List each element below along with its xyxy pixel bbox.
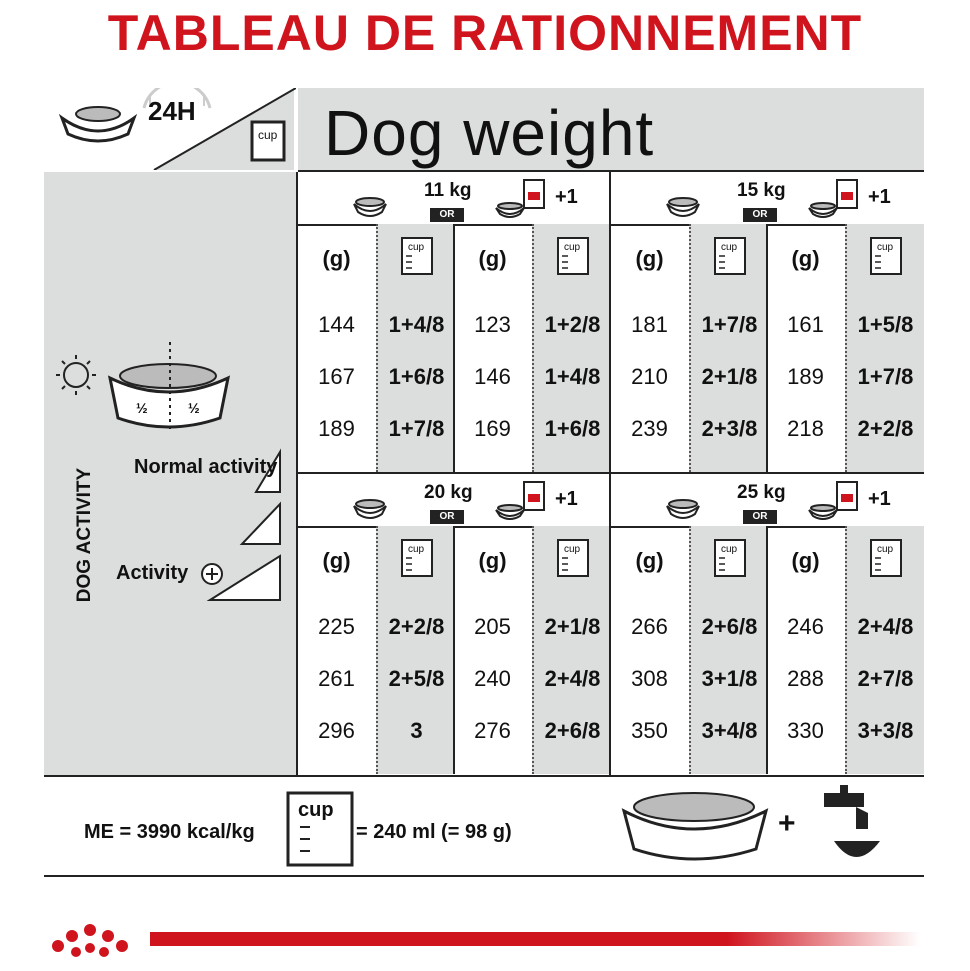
grams-cell: 189 (787, 364, 824, 389)
pair-divider (766, 224, 768, 472)
block-header (298, 172, 609, 226)
grams-header: (g) (478, 246, 507, 271)
grams-header: (g) (791, 548, 820, 573)
cup-header-label: cup (877, 242, 894, 253)
cup-cell: 3+4/8 (701, 718, 758, 743)
cup-header-label: cup (408, 544, 425, 555)
crown-logo-icon (40, 906, 160, 966)
or-badge: OR (430, 208, 464, 222)
cup-column (532, 224, 611, 472)
grams-cell: 144 (318, 312, 355, 337)
grams-cell: 261 (318, 666, 355, 691)
pair-divider (766, 526, 768, 774)
brand-stripe (150, 932, 920, 946)
cup-cell: 2+1/8 (701, 364, 758, 389)
grams-cell: 276 (474, 718, 511, 743)
plus-one-label: +1 (868, 186, 891, 208)
block-15kg (611, 172, 922, 472)
grams-header: (g) (478, 548, 507, 573)
grams-cell: 240 (474, 666, 511, 691)
cup-cell: 1+6/8 (388, 364, 445, 389)
pair-divider (453, 526, 455, 774)
weight-label: 15 kg (737, 180, 786, 201)
block-header (298, 474, 609, 528)
grams-cell: 167 (318, 364, 355, 389)
grams-column (767, 526, 844, 774)
ration-grid (298, 172, 924, 775)
grid-hdivider (298, 472, 924, 474)
cup-cell: 1+4/8 (544, 364, 601, 389)
grams-cell: 246 (787, 614, 824, 639)
sun-icon (64, 363, 88, 387)
cup-cell: 2+5/8 (388, 666, 445, 691)
grams-column (454, 224, 531, 472)
footer (44, 775, 924, 877)
cup-cell: 2+6/8 (701, 614, 758, 639)
grams-cell: 350 (631, 718, 668, 743)
grams-column (767, 224, 844, 472)
cup-column (845, 526, 924, 774)
cup-cell: 2+2/8 (857, 416, 914, 441)
cup-cell: 3+1/8 (701, 666, 758, 691)
weight-label: 20 kg (424, 482, 473, 503)
cup-cell: 2+7/8 (857, 666, 914, 691)
block-header (611, 172, 922, 226)
cup-column (376, 224, 455, 472)
grams-cell: 225 (318, 614, 355, 639)
cup-cell: 1+5/8 (857, 312, 914, 337)
plus-one-label: +1 (868, 488, 891, 510)
grams-cell: 239 (631, 416, 668, 441)
block-header (611, 474, 922, 528)
header-left (44, 88, 296, 170)
page-title: TABLEAU DE RATIONNEMENT (107, 5, 863, 61)
cup-header-label: cup (877, 544, 894, 555)
grams-column (611, 526, 688, 774)
grams-cell: 218 (787, 416, 824, 441)
cup-cell: 1+6/8 (544, 416, 601, 441)
cup-column (376, 526, 455, 774)
grams-column (611, 224, 688, 472)
footer-cup-label: cup (298, 799, 334, 821)
grams-cell: 205 (474, 614, 511, 639)
grams-cell: 161 (787, 312, 824, 337)
grams-header: (g) (635, 246, 664, 271)
grams-cell: 181 (631, 312, 668, 337)
grams-header: (g) (635, 548, 664, 573)
me-label: ME = 3990 kcal/kg (84, 821, 255, 843)
grams-column (298, 526, 375, 774)
grams-header: (g) (791, 246, 820, 271)
cup-cell: 1+4/8 (388, 312, 445, 337)
grams-cell: 210 (631, 364, 668, 389)
pair-divider (453, 224, 455, 472)
grams-header: (g) (322, 246, 351, 271)
cup-column (689, 224, 768, 472)
dog-activity-label: DOG ACTIVITY (74, 467, 96, 603)
cup-column (689, 526, 768, 774)
activity-label: Activity (116, 562, 189, 584)
cup-header-label: cup (408, 242, 425, 253)
plus-one-label: +1 (555, 488, 578, 510)
grams-cell: 189 (318, 416, 355, 441)
plus-one-label: +1 (555, 186, 578, 208)
cup-cell: 2+2/8 (388, 614, 445, 639)
cup-cell: 1+7/8 (388, 416, 445, 441)
moon-icon (254, 358, 270, 390)
duration-label: 24H (148, 96, 196, 126)
half-left-label: ½ (136, 400, 148, 416)
grams-column (454, 526, 531, 774)
dog-weight-header (298, 88, 924, 172)
cup-cell: 2+1/8 (544, 614, 601, 639)
grams-column (298, 224, 375, 472)
grams-cell: 169 (474, 416, 511, 441)
grams-cell: 288 (787, 666, 824, 691)
cup-cell: 1+2/8 (544, 312, 601, 337)
cup-header-label: cup (564, 544, 581, 555)
cup-cell: 3 (410, 718, 423, 743)
grams-cell: 123 (474, 312, 511, 337)
half-right-label: ½ (188, 400, 200, 416)
grams-header: (g) (322, 548, 351, 573)
dog-activity-vertical (62, 467, 102, 604)
cup-column (845, 224, 924, 472)
grams-cell: 146 (474, 364, 511, 389)
cup-cell: 2+6/8 (544, 718, 601, 743)
weight-label: 11 kg (424, 180, 472, 201)
header-cup-label: cup (258, 128, 278, 142)
cup-cell: 2+3/8 (701, 416, 758, 441)
grams-cell: 308 (631, 666, 668, 691)
cup-column (532, 526, 611, 774)
or-badge: OR (743, 208, 777, 222)
cup-header-label: cup (564, 242, 581, 253)
grams-cell: 266 (631, 614, 668, 639)
grams-cell: 296 (318, 718, 355, 743)
cup-header-label: cup (721, 242, 738, 253)
footer-plus: + (778, 807, 796, 840)
block-25kg (611, 474, 922, 774)
cup-cell: 2+4/8 (857, 614, 914, 639)
or-badge: OR (430, 510, 464, 524)
grams-cell: 330 (787, 718, 824, 743)
cup-cell: 1+7/8 (701, 312, 758, 337)
block-20kg (298, 474, 609, 774)
or-badge: OR (743, 510, 777, 524)
weight-label: 25 kg (737, 482, 786, 503)
cup-header-label: cup (721, 544, 738, 555)
cup-cell: 1+7/8 (857, 364, 914, 389)
cup-cell: 2+4/8 (544, 666, 601, 691)
dog-weight-label: Dog weight (324, 97, 655, 169)
cup-equivalence: = 240 ml (= 98 g) (356, 821, 512, 843)
normal-activity-label: Normal activity (134, 456, 278, 478)
cup-cell: 3+3/8 (857, 718, 914, 743)
block-11kg (298, 172, 609, 472)
